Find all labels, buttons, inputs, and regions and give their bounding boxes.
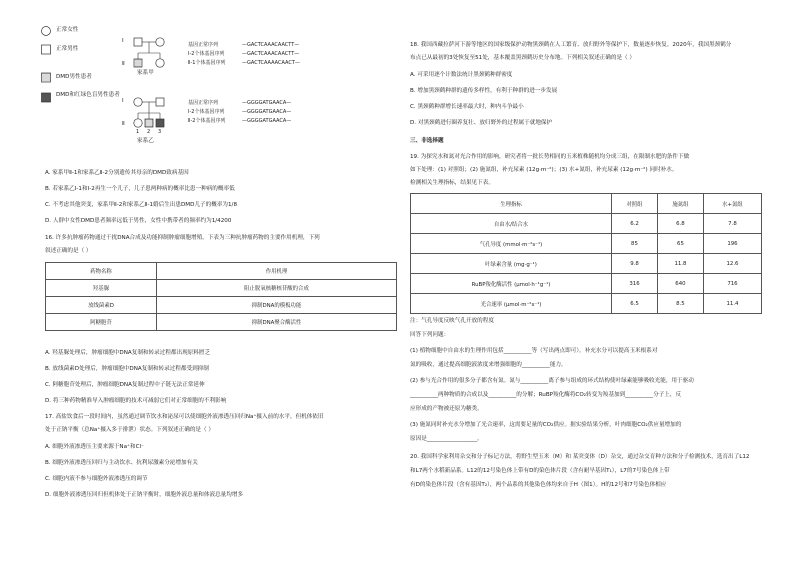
table-row [411, 214, 762, 234]
table-header-cell: 对照组 [612, 194, 658, 214]
q17-option-d: D. 细胞外液渗透压回归但机体处于正钠平衡时，细胞外液总量和体液总量均增多 [45, 492, 244, 498]
seq-a-value-3: —GACTCAAAACAACT— [242, 60, 300, 66]
seq-b-label-3: Ⅱ-2个体基因序列 [188, 118, 226, 124]
q15-option-b: B. 若家系乙Ⅰ-1和Ⅰ-2再生一个儿子，儿子患两种病的概率比患一种病的概率低 [45, 186, 235, 192]
q20-stem-2: 和L7两个水稻新品系。L12的12号染色体上带有D的染色体片段（含有耐旱基因T₁），L7的7号染色体上带 [410, 468, 670, 474]
table-header-cell: 生理指标 [411, 194, 612, 214]
q19-part1-line2: 氮的吸收，通过提高细胞液浓度来增强细胞的__________能力。 [410, 362, 567, 368]
table-header-cell: 水+氮组 [703, 194, 761, 214]
table-cell: 放线菌素D [46, 297, 157, 314]
pedigree-b-num-3: 3 [158, 129, 162, 135]
section-heading: 三、非选择题 [410, 138, 444, 144]
table-row [46, 314, 397, 331]
table-cell: 羟基脲 [46, 280, 157, 297]
drug-mechanism-table [45, 262, 397, 331]
table-cell: 11.8 [657, 254, 703, 274]
gen-ii-label-b: Ⅱ [122, 121, 125, 127]
q17-stem-1: 17. 高盐饮食后一段时间内，虽然通过调节饮水和泌尿可以使细胞外液渗透压回归Na⁺摄入前的水平，但机体依旧 [45, 414, 324, 420]
q16-option-b: B. 放线菌素D处理后，肿瘤细胞中DNA复制和转录过程都受到抑制 [45, 366, 209, 372]
legend-normal-female: 正常女性 [56, 27, 79, 33]
pedigree-b-num-1: 1 [136, 129, 140, 135]
table-cell: 85 [612, 234, 658, 254]
table-header-row [46, 263, 397, 280]
seq-a-value-1: —GACTCAAACAACTT— [242, 42, 300, 48]
seq-b-value-1: —GGGGATGAACA— [242, 100, 292, 106]
pedigree-family-a [125, 35, 185, 80]
q19-part2-line2: __________两种物质的合成以及__________的分解；RuBP羧化酶将CO₂转变为羧基加到__________分子上，反 [410, 392, 682, 398]
table-cell: 阿糖胞苷 [46, 314, 157, 331]
table-cell: 叶绿素含量 (mg·g⁻¹) [411, 254, 612, 274]
q19-note: 注：气孔导度反映气孔开放的程度 [410, 318, 494, 324]
pedigree-family-b [125, 95, 185, 140]
q18-option-a: A. 可采用逐个计数法统计黑颈鹤种群密度 [410, 72, 513, 78]
table-cell: 6.8 [657, 214, 703, 234]
q19-stem-3: 检测相关生理指标，结果见下表。 [410, 180, 494, 186]
seq-a-value-2: —GACTCAAACAACTT— [242, 51, 300, 57]
table-cell: 7.8 [703, 214, 761, 234]
q19-stem-1: 19. 为探究水和氮对光合作用的影响，研究者将一批长势相同的玉米植株随机均分成三组，在限制水肥的条件下做 [410, 154, 690, 160]
legend-dmd-male: DMD男性患者 [56, 74, 92, 80]
table-cell: 抑制DNA聚合酶活性 [157, 314, 397, 331]
table-row [411, 294, 762, 314]
q19-part3-line1: (3) 施氮同时补充水分增加了光合速率，这需要足量的CO₂供应。据实验结果分析，叶肉细胞CO₂供应量增加的 [410, 422, 682, 428]
legend-normal-male: 正常男性 [56, 46, 79, 52]
table-cell: 11.4 [703, 294, 761, 314]
seq-b-label-1: 基因正常序列 [188, 100, 219, 106]
q18-option-c: C. 黑颈鹤种群增长速率最大时，种内斗争最小 [410, 104, 524, 110]
family-a-label: 家系甲 [137, 70, 154, 76]
table-header-cell: 药物名称 [46, 263, 157, 280]
family-b-label: 家系乙 [137, 138, 154, 144]
table-cell: 抑制DNA的模板功能 [157, 297, 397, 314]
table-cell: 气孔导度 (mmol·m⁻²s⁻¹) [411, 234, 612, 254]
q15-option-c: C. 不考虑其他突变，家系甲Ⅱ-2和家系乙Ⅱ-1婚后生出患DMD儿子的概率为1/8 [45, 202, 238, 208]
q20-stem-1: 20. 我国科学家利用杂交和分子标记方法，将野生型玉米（M）和 某突变体（D）杂交，通过杂交育种方法和分子检测技术，选育出了L12 [410, 454, 750, 460]
q18-option-d: D. 对黑颈鹤进行圈养复壮、放归野外的过程属于就地保护 [410, 120, 553, 126]
table-row [411, 254, 762, 274]
table-cell: 阻止脱氧核糖核苷酸的合成 [157, 280, 397, 297]
table-row [411, 274, 762, 294]
table-header-cell: 施氮组 [657, 194, 703, 214]
q16-stem-2: 叙述正确的是（ ） [45, 248, 92, 254]
seq-b-value-3: —GGGGATGAACA— [242, 118, 292, 124]
q17-option-b: B. 细胞外液渗透压回归与主动饮水、抗利尿激素分泌增加有关 [45, 460, 198, 466]
physiology-table [410, 193, 762, 314]
gen-i-label-a: Ⅰ [122, 38, 124, 44]
seq-a-label-2: Ⅰ-2个体基因序列 [188, 51, 225, 57]
table-header-row [411, 194, 762, 214]
table-row [411, 234, 762, 254]
table-cell: 196 [703, 234, 761, 254]
legend-dmd-colorblind-male: DMD和红绿色盲男性患者 [56, 92, 120, 98]
q19-part1-line1: (1) 植物细胞中自由水的生理作用包括__________等（写出两点即可）。补充水分可以提高玉米根系对 [410, 348, 658, 354]
q17-option-a: A. 细胞外液渗透压主要来源于Na⁺和Cl⁻ [45, 444, 144, 450]
seq-b-label-2: Ⅰ-2个体基因序列 [188, 109, 225, 115]
q17-stem-2: 处于正钠平衡（总Na⁺摄入多于排泄）状态。下列叙述正确的是（ ） [45, 427, 214, 433]
table-cell: 6.5 [612, 294, 658, 314]
q15-option-a: A. 家系甲Ⅱ-1和家系乙Ⅱ-2分别遗传其母亲的DMD致病基因 [45, 170, 189, 176]
legend-symbols [40, 25, 54, 115]
table-cell: 65 [657, 234, 703, 254]
q16-stem-1: 16. 许多抗肿瘤药物通过干扰DNA合成及功能抑制肿瘤细胞增殖。下表为三种抗肿瘤药物的主要作用机理，下列 [45, 235, 320, 241]
table-cell: 光合速率 (μmol·m⁻²s⁻¹) [411, 294, 612, 314]
q19-stem-2: 如下处理：(1) 对照组；(2) 施氮组，补充尿素 (12g·m⁻²)；(3) 水+氮组，补充尿素 (12g·m⁻²) 同时补水。 [410, 167, 678, 173]
table-header-cell: 作用机理 [157, 263, 397, 280]
q19-part3-line2: 原因是__________________。 [410, 436, 483, 442]
table-cell: 自由水/结合水 [411, 214, 612, 234]
q19-part2-line3: 应形成的产物被还原为糖类。 [410, 406, 483, 412]
table-cell: 6.2 [612, 214, 658, 234]
table-cell: 12.6 [703, 254, 761, 274]
q18-stem-2: 布点已从最初的3处恢复至51处，基本覆盖黑颈鹤历史分布地。下列相关叙述正确的是（ ） [410, 55, 636, 61]
pedigree-b-num-2: 2 [147, 129, 151, 135]
table-cell: 9.8 [612, 254, 658, 274]
gen-ii-label-a: Ⅱ [122, 61, 125, 67]
table-cell: 8.5 [657, 294, 703, 314]
q18-option-b: B. 增加黑颈鹤种群的遗传多样性，有利于种群的进一步发展 [410, 88, 558, 94]
q16-option-c: C. 阿糖胞苷处理后，肿瘤细胞DNA复制过程中子链无法正常延伸 [45, 382, 205, 388]
q17-option-c: C. 细胞内液不参与细胞外液渗透压的调节 [45, 476, 148, 482]
gen-i-label-b: Ⅰ [122, 98, 124, 104]
table-row [46, 297, 397, 314]
q16-option-d: D. 将三种药物精准导入肿瘤细胞的技术可减弱它们对正常细胞的不利影响 [45, 398, 227, 404]
table-cell: 716 [703, 274, 761, 294]
seq-b-value-2: —GGGGATGAACA— [242, 109, 292, 115]
table-cell: 316 [612, 274, 658, 294]
q20-stem-3: 有D的染色体片段（含有基因T₂），两个品系的其他染色体均来自于H（图1）。H的12号和7号染色体相应 [410, 482, 667, 488]
table-row [46, 280, 397, 297]
q16-option-a: A. 羟基脲处理后，肿瘤细胞中DNA复制和转录过程都出现原料匮乏 [45, 350, 211, 356]
q19-part2-line1: (2) 参与光合作用的很多分子都含有氮。氮与__________离子参与组成的环式结构使叶绿素能够吸收光能，用于驱动 [410, 378, 694, 384]
q15-option-d: D. 人群中女性DMD患者频率远低于男性，女性中携带者的频率约为1/4200 [45, 218, 232, 224]
table-cell: 640 [657, 274, 703, 294]
seq-a-label-1: 基因正常序列 [188, 42, 219, 48]
table-cell: RuBP羧化酶活性 (μmol·h⁻¹g⁻¹) [411, 274, 612, 294]
q18-stem-1: 18. 我国西藏拉萨河下游等地区的国家级保护动物黑颈鹤在人工繁育、放归野外等保护下，数量逐步恢复。2020年，我国黑颈鹤分 [410, 42, 732, 48]
q19-prompt: 回答下列问题： [410, 332, 450, 338]
seq-a-label-3: Ⅱ-1个体基因序列 [188, 60, 226, 66]
